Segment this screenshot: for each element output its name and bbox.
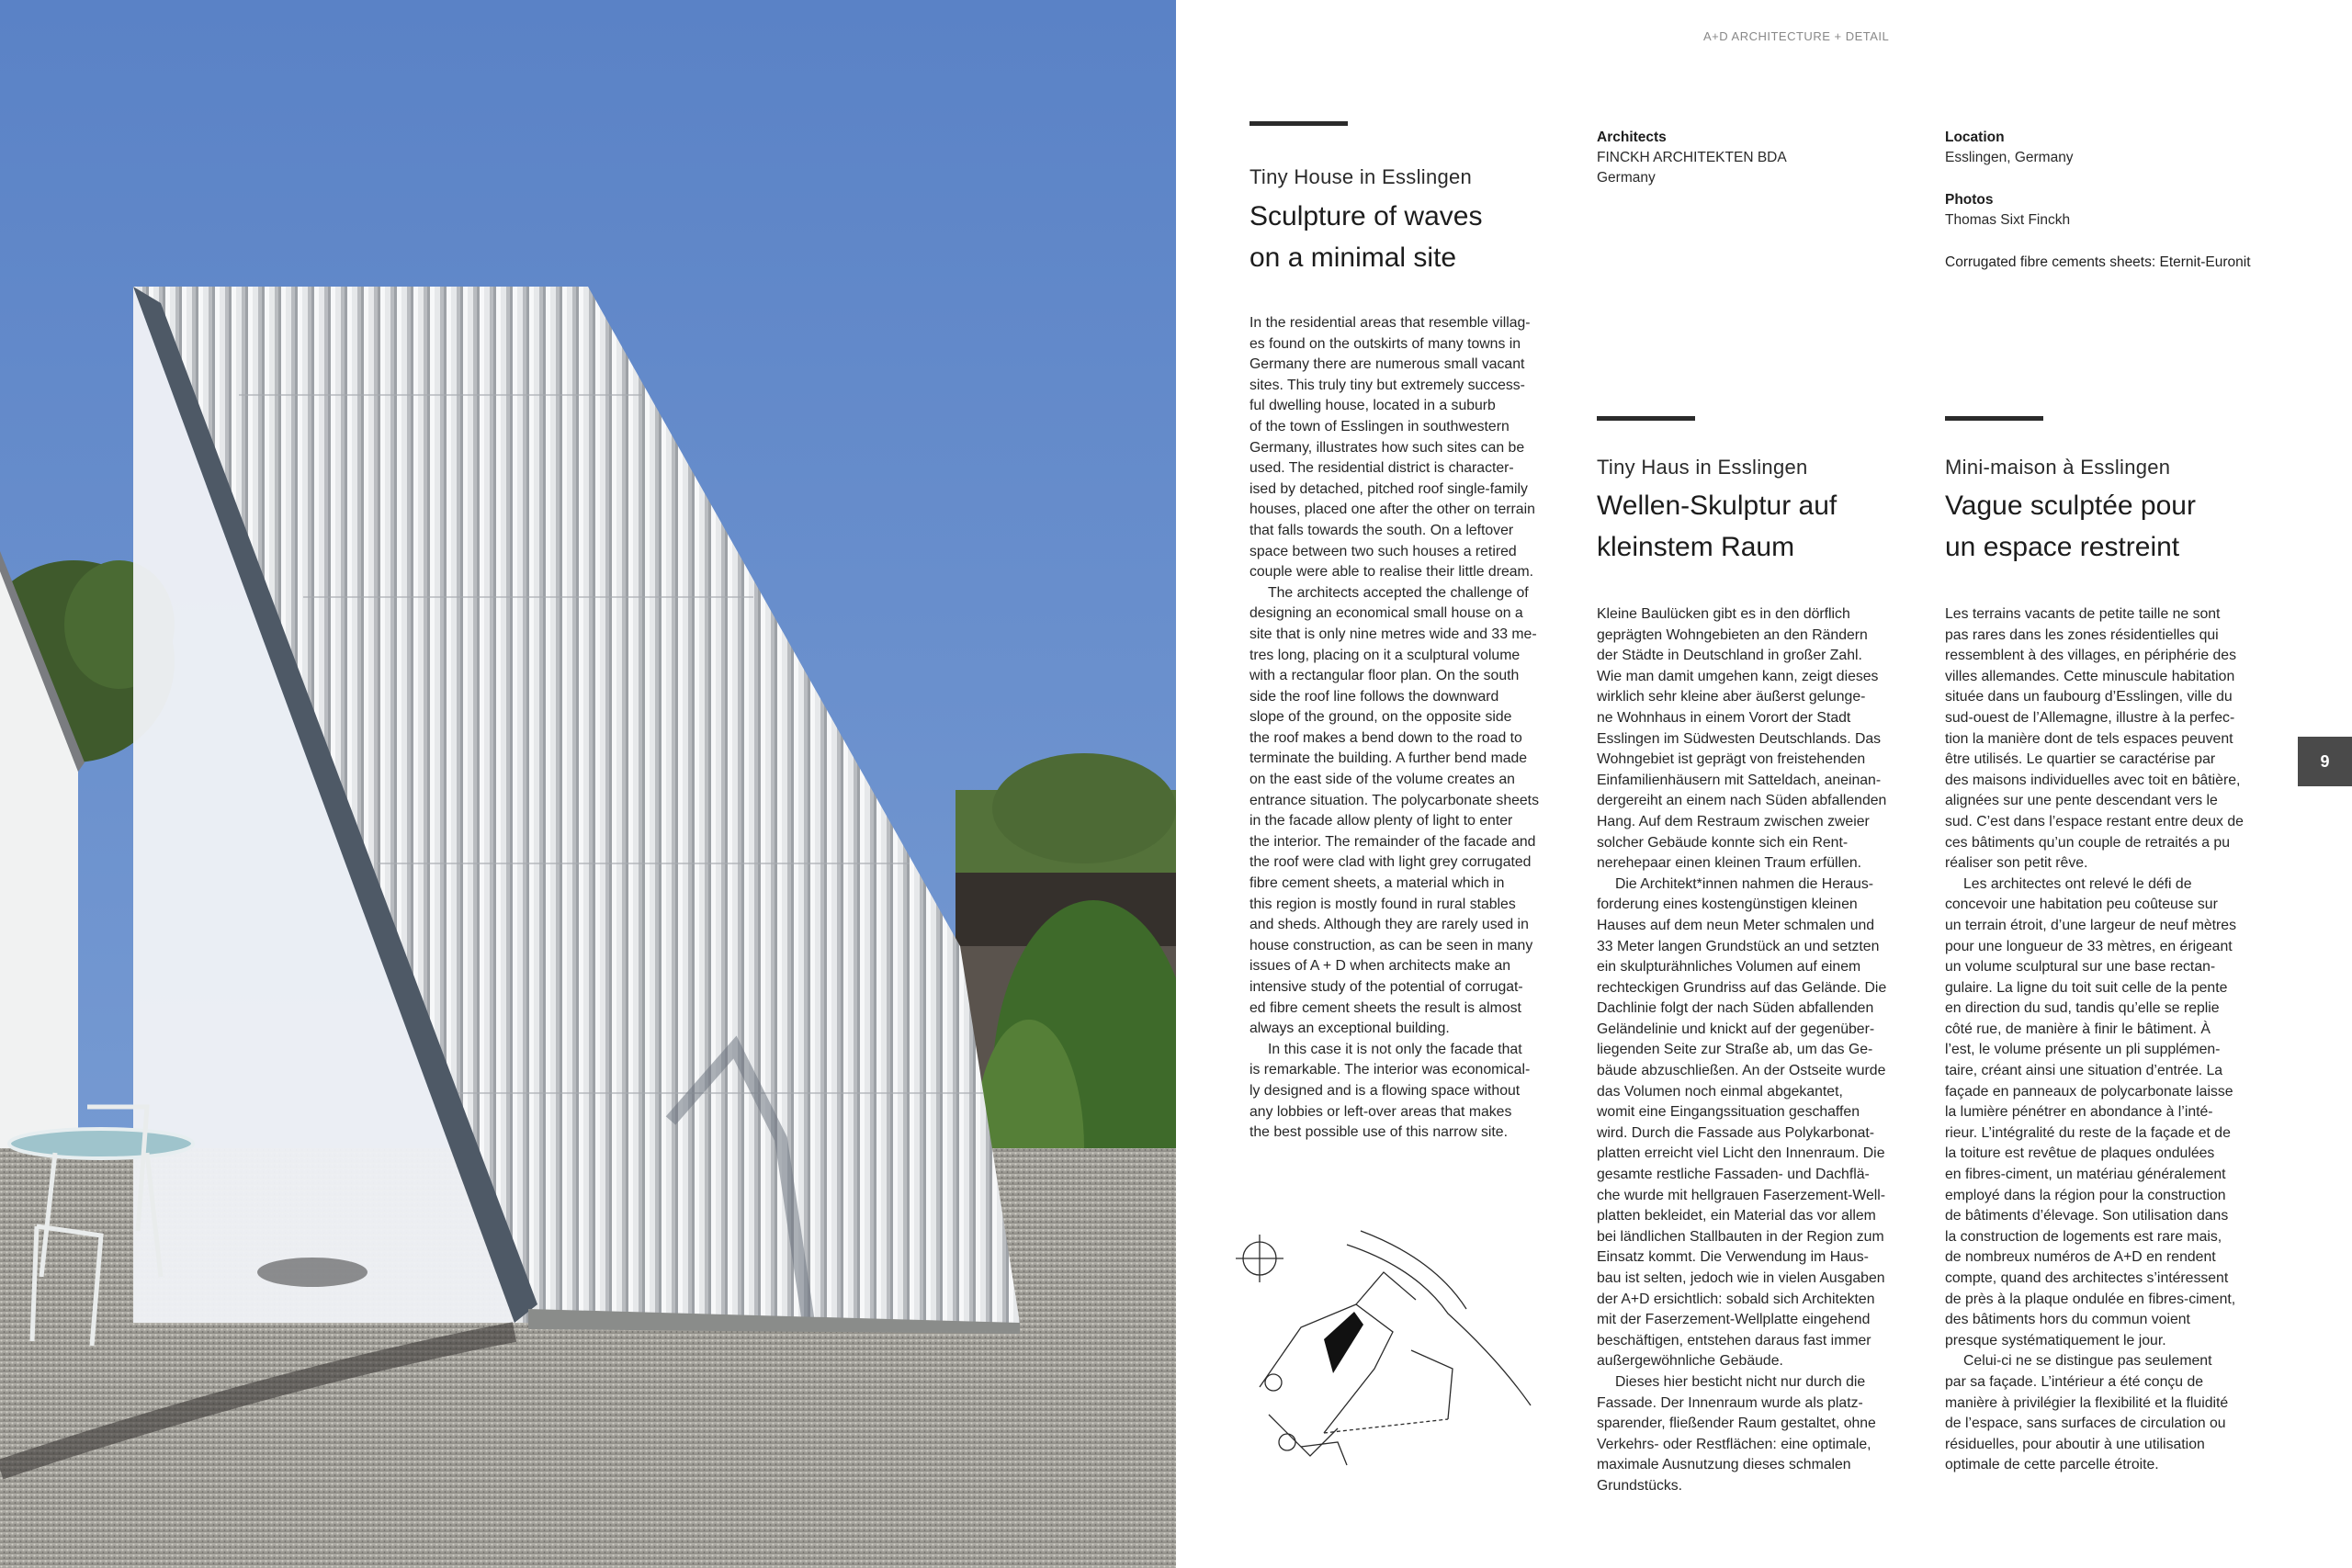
english-headline-line1: Sculpture of waves bbox=[1250, 201, 1483, 231]
site-plan-drawing bbox=[1218, 1222, 1540, 1479]
credits-architects bbox=[1597, 128, 1787, 188]
tree-icon bbox=[1265, 1374, 1282, 1391]
credits-photos bbox=[1945, 190, 2070, 231]
german-headline-line2: kleinstem Raum bbox=[1597, 532, 1795, 562]
german-headline bbox=[1597, 485, 1837, 568]
french-headline bbox=[1945, 485, 2196, 568]
architects-value-1: FINCKH ARCHITEKTEN BDA bbox=[1597, 150, 1787, 165]
location-label: Location bbox=[1945, 130, 2005, 145]
french-body bbox=[1945, 604, 2262, 1476]
french-headline-line1: Vague sculptée pour bbox=[1945, 491, 2196, 521]
english-overline: Tiny House in Esslingen bbox=[1250, 165, 1473, 188]
english-paragraph-1: In the residential areas that resemble villag- es found on the outskirts of many towns in Germany there are numerous small vacant sites. This truly tiny but extremely success- ful dwelling house, located in a suburb of the town of Esslingen in southwestern Germany, illustrates how such sites can be used. The residential district is character- ised by detached, pitched roof single-family houses, placed one after the other on terrain that falls towards the south. On a leftover space between two such houses a retired couple were able to realise their little dream. bbox=[1250, 315, 1535, 581]
english-headline bbox=[1250, 196, 1482, 278]
building-footprint bbox=[1324, 1312, 1363, 1373]
german-headline-line1: Wellen-Skulptur auf bbox=[1597, 491, 1838, 521]
german-paragraph-1: Kleine Baulücken gibt es in den dörflich geprägten Wohngebieten an den Rändern der Städte in Deutschland in großer Zahl. Wie man damit umgehen kann, zeigt dieses wirklich sehr kleine aber äußerst gelunge- ne Wohnhaus in einem Vorort der Stadt Esslingen im Südwesten Deutschlands. Das Wohngebiet ist geprägt von freistehenden Einfamilienhäusern mit Satteldach, aneinan- dergereiht an einem nach Süden abfallenden Hang. Auf dem Restraum zwischen zweier solcher Gebäude konnte sich ein Rent- nerehepaar einen kleinen Traum erfüllen. bbox=[1597, 606, 1887, 872]
photos-label: Photos bbox=[1945, 192, 1994, 208]
french-rule bbox=[1945, 416, 2043, 421]
german-rule bbox=[1597, 416, 1695, 421]
french-paragraph-1: Les terrains vacants de petite taille ne sont pas rares dans les zones résidentielles qui ressemblent à des villages, en périphérie des villes allemandes. Cette minuscule habitation située dans un faubourg d’Esslingen, ville du sud-ouest de l’Allemagne, illustre à la perfec- tion la manière dont de tels espaces peuvent être utilisés. Le quartier se caractérise par des maisons individuelles avec toit en bâtière, alignées sur une pente descendant vers le sud. C’est dans l’espace restant entre deux de ces bâtiments qu’un couple de retraités a pu réaliser son petit rêve. bbox=[1945, 606, 2244, 872]
article-page bbox=[1176, 0, 2352, 1568]
photos-value: Thomas Sixt Finckh bbox=[1945, 212, 2071, 228]
running-head: A+D ARCHITECTURE + DETAIL bbox=[1703, 29, 1890, 43]
location-value: Esslingen, Germany bbox=[1945, 150, 2074, 165]
credits-location bbox=[1945, 128, 2074, 168]
english-body bbox=[1250, 313, 1566, 1144]
tree-icon bbox=[1279, 1434, 1295, 1450]
english-paragraph-3: In this case it is not only the facade that is remarkable. The interior was economical- ly designed and is a flowing space without any lobbies or left-over areas that makes the best possible use of this narrow site. bbox=[1250, 1041, 1531, 1141]
german-body bbox=[1597, 604, 1914, 1497]
french-overline: Mini-maison à Esslingen bbox=[1945, 456, 2171, 479]
french-paragraph-3: Celui-ci ne se distingue pas seulement par sa façade. L’intérieur a été conçu de manière à privilégier la flexibilité et la fluidité de l’espace, sans surfaces de circulation ou résiduelles, pour aboutir à une utilisation optimale de cette parcelle étroite. bbox=[1945, 1353, 2229, 1473]
page-number-tab: 9 bbox=[2298, 737, 2352, 786]
german-paragraph-2: Die Architekt*innen nahmen die Heraus- forderung eines kostengünstigen kleinen Hauses auf dem neun Meter schmalen und 33 Meter langen Grundstück an und setzten ein skulpturähnliches Volumen auf einem rechteckigen Grundriss auf das Gelände. Die Dachlinie folgt der nach Süden abfallenden Geländelinie und knickt auf der gegenüber- liegenden Seite zur Straße ab, um das Ge- bäude abzuschließen. An der Ostseite wurde das Volumen noch einmal abgekantet, womit eine Eingangssituation geschaffen wird. Durch die Fassade aus Polykarbonat- platten erreicht viel Licht den Innenraum. Die gesamte restliche Fassaden- und Dachflä- che wurde mit hellgrauen Faserzement-Well- platten bekleidet, ein Material das vor allem bei ländlichen Stallbauten in der Region zum Einsatz kommt. Die Verwendung im Haus- bau ist selten, jedoch wie in vielen Ausgaben der A+D ersichtlich: sobald sich Architekten mit der Faserzement-Wellplatte eingehend beschäftigen, entstehen daraus fast immer außergewöhnliche Gebäude. bbox=[1597, 875, 1887, 1370]
architects-value-2: Germany bbox=[1597, 170, 1656, 186]
german-overline: Tiny Haus in Esslingen bbox=[1597, 456, 1808, 479]
material-note: Corrugated fibre cements sheets: Eternit-Euronit bbox=[1945, 254, 2251, 270]
german-paragraph-3: Dieses hier besticht nicht nur durch die Fassade. Der Innenraum wurde als platz- sparender, fließender Raum gestaltet, ohne Verkehrs- oder Restflächen: eine optimale, maximale Ausnutzung dieses schmalen Grundstücks. bbox=[1597, 1373, 1876, 1494]
english-paragraph-2: The architects accepted the challenge of designing an economical small house on a site that is only nine metres wide and 33 me- tres long, placing on it a sculptural volume with a rectangular floor plan. On the south side the roof line follows the downward slope of the ground, on the opposite side the roof makes a bend down to the road to terminate the building. A further bend made on the east side of the volume creates an entrance situation. The polycarbonate sheets in the facade allow plenty of light to enter the interior. The remainder of the facade and the roof were clad with light grey corrugated fibre cement sheets, a material which in this region is mostly found in rural stables and sheds. Although they are rarely used in house construction, as can be seen in many issues of A + D when architects make an intensive study of the potential of corrugat- ed fibre cement sheets the result is almost always an exceptional building. bbox=[1250, 584, 1539, 1037]
french-headline-line2: un espace restreint bbox=[1945, 532, 2180, 562]
french-paragraph-2: Les architectes ont relevé le défi de concevoir une habitation peu coûteuse sur un terrain étroit, d’une largeur de neuf mètres pour une longueur de 33 mètres, en érigeant un volume sculptural sur une base rectan- gulaire. La ligne du toit suit celle de la pente en direction du sud, tandis qu’elle se replie côté rue, de manière à finir le bâtiment. À l’est, le volume présente un pli supplémen- taire, créant ainsi une situation d’entrée. La façade en panneaux de polycarbonate laisse la lumière pénétrer en abondance à l’inté- rieur. L’intégralité du reste de la façade et de la toiture est revêtue de plaques ondulées en fibres-ciment, un matériau généralement employé dans la région pour la construction de bâtiments d’élevage. Son utilisation dans la construction de logements est rare mais, de nombreux numéros de A+D en rendent compte, quand des architectes s’intéressent de près à la plaque ondulée en fibres-ciment, des bâtiments hors du commun voient presque systématiquement le jour. bbox=[1945, 875, 2236, 1348]
english-headline-line2: on a minimal site bbox=[1250, 243, 1457, 273]
english-rule bbox=[1250, 121, 1348, 126]
architects-label: Architects bbox=[1597, 130, 1667, 145]
